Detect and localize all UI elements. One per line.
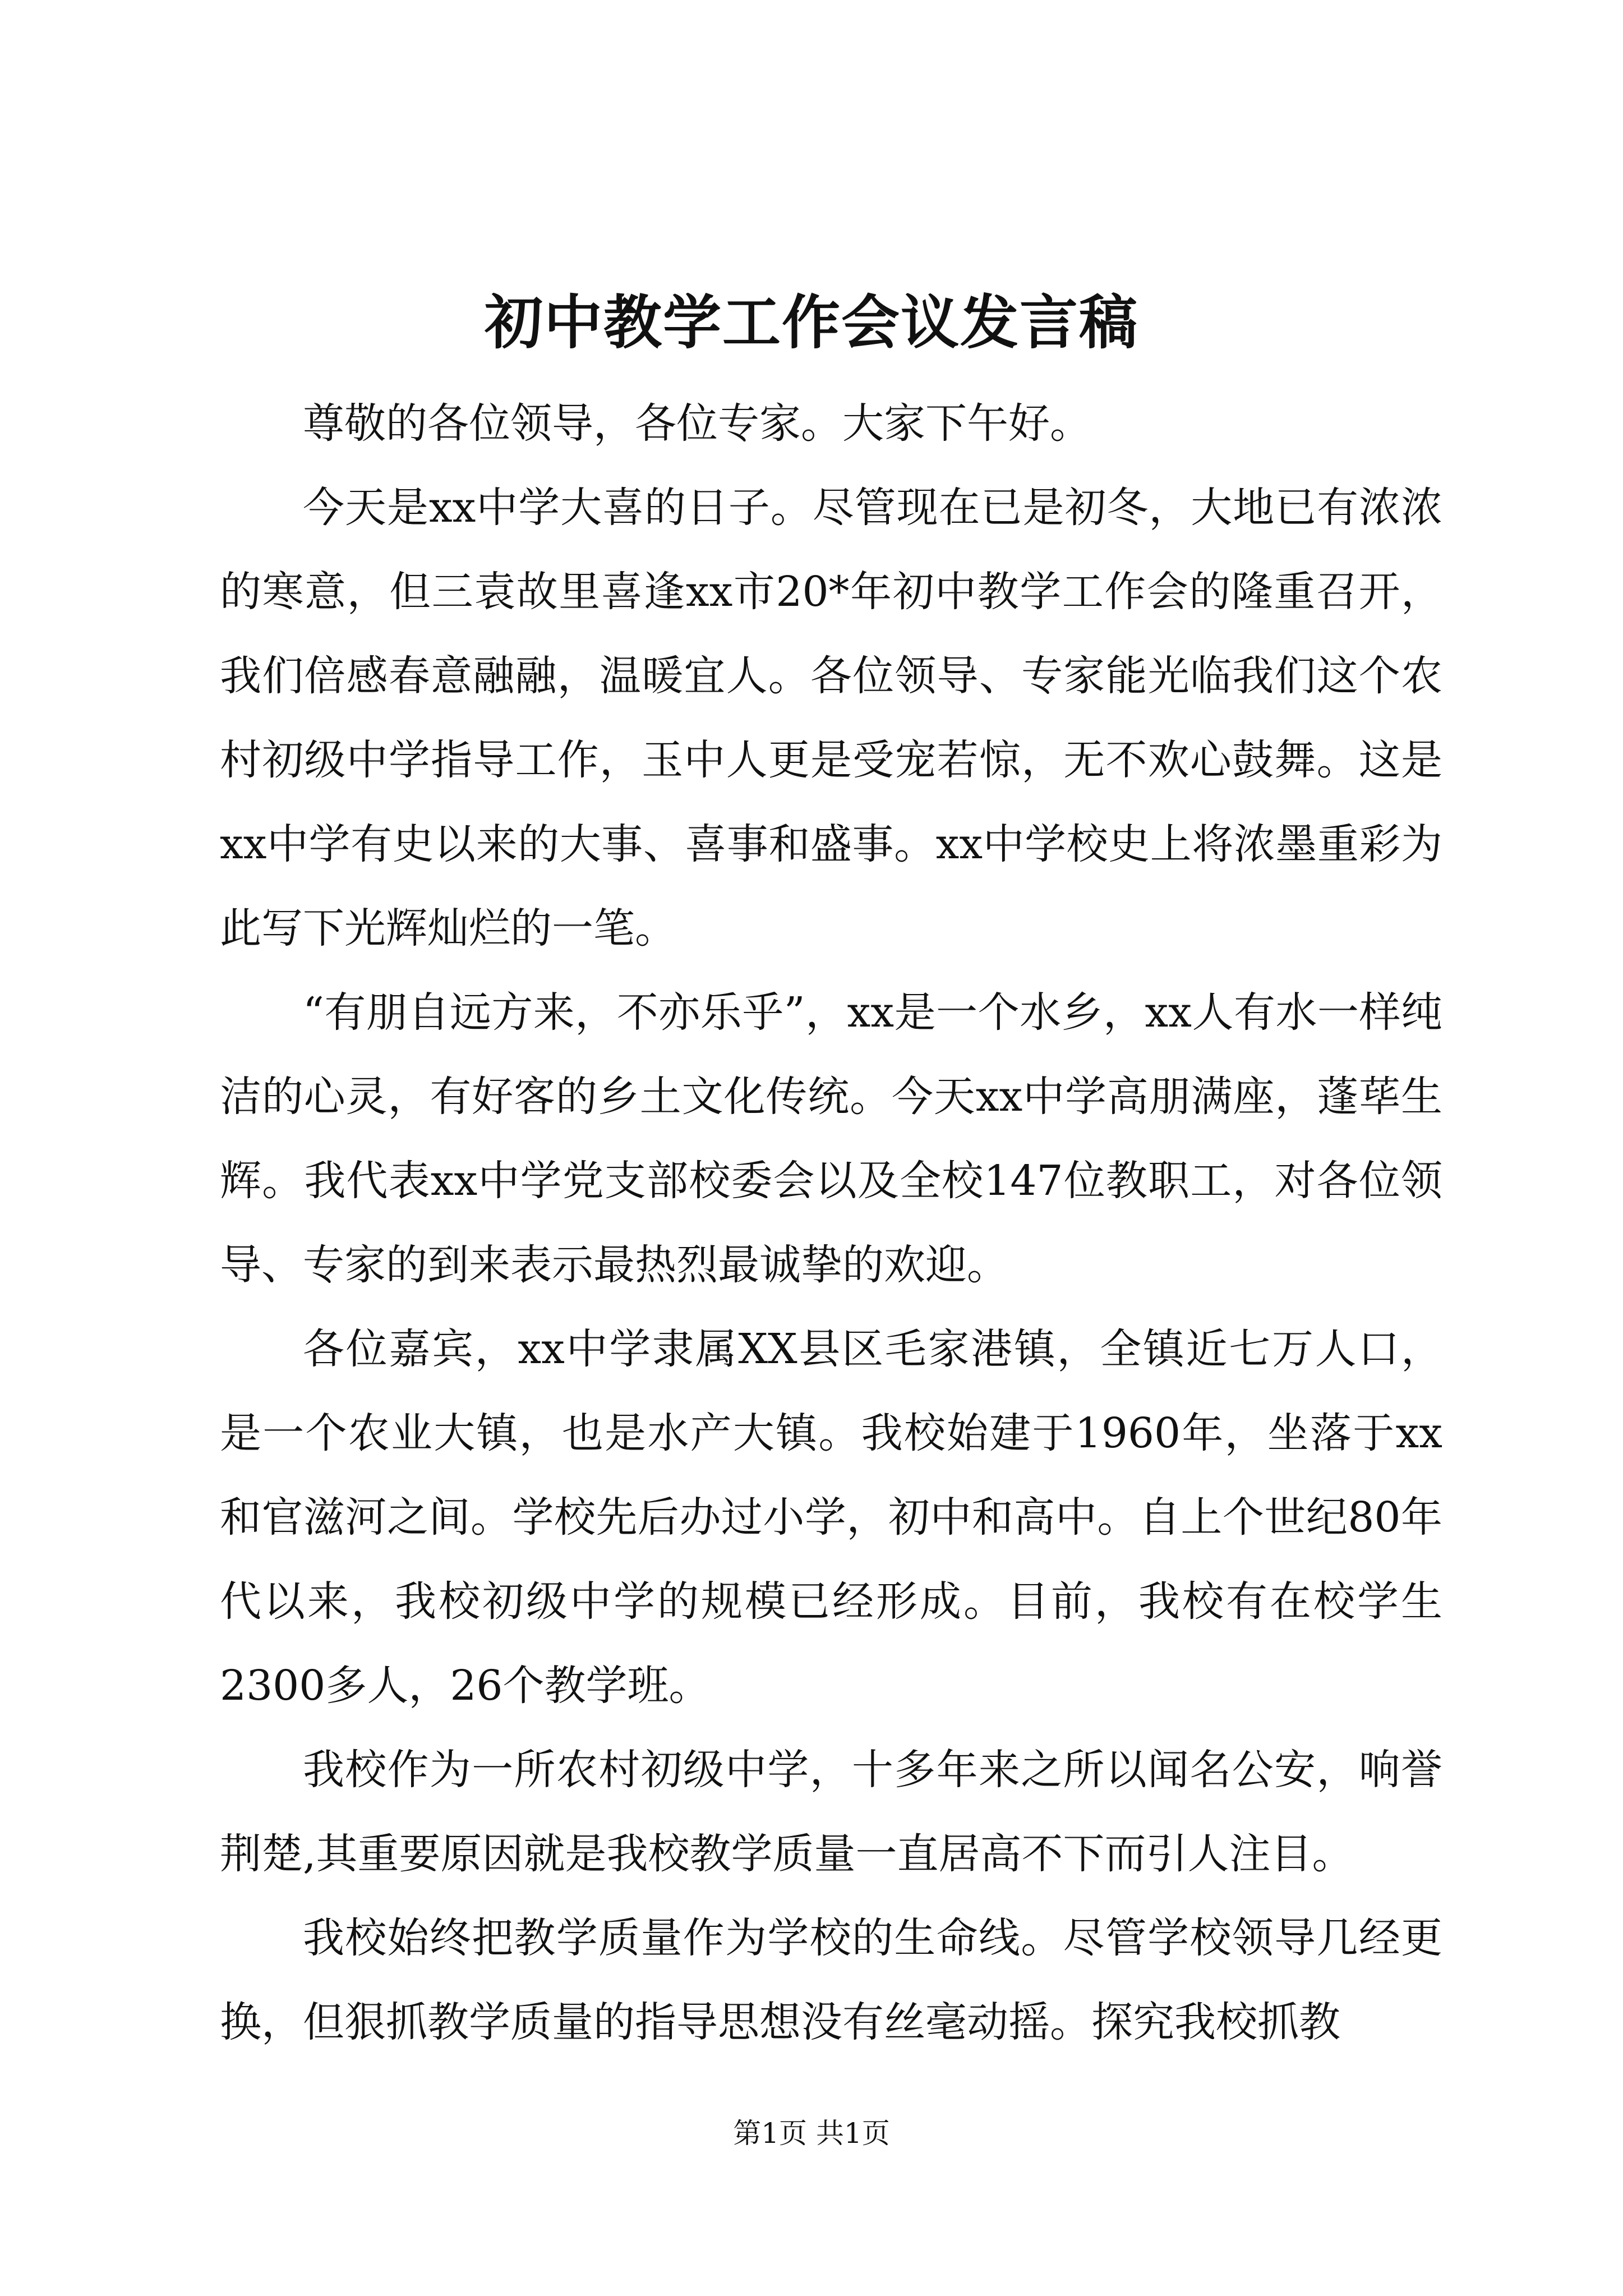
paragraph-opening: 今天是xx中学大喜的日子。尽管现在已是初冬，大地已有浓浓的寒意，但三袁故里喜逢xx市20*年初中教学工作会的隆重召开，我们倍感春意融融，温暖宜人。各位领导、专家能光临我们这个农村初级中学指导工作，玉中人更是受宠若惊，无不欢心鼓舞。这是xx中学有史以来的大事、喜事和盛事。xx中学校史上将浓墨重彩为此写下光辉灿烂的一笔。 bbox=[220, 484, 1442, 953]
paragraph-school-intro: 各位嘉宾，xx中学隶属XX县区毛家港镇，全镇近七万人口，是一个农业大镇，也是水产大镇。我校始建于1960年，坐落于xx和官滋河之间。学校先后办过小学，初中和高中。自上个世纪80年代以来，我校初级中学的规模已经形成。目前，我校有在校学生2300多人，26个教学班。 bbox=[220, 1325, 1442, 1710]
document-body bbox=[220, 381, 1442, 2064]
paragraph-quality: 我校始终把教学质量作为学校的生命线。尽管学校领导几经更换，但狠抓教学质量的指导思想没有丝毫动摇。探究我校抓教 bbox=[220, 1914, 1442, 2046]
paragraph-welcome: “有朋自远方来，不亦乐乎”，xx是一个水乡，xx人有水一样纯洁的心灵，有好客的乡土文化传统。今天xx中学高朋满座，蓬荜生辉。我代表xx中学党支部校委会以及全校147位教职工，对各位领导、专家的到来表示最热烈最诚挚的欢迎。 bbox=[220, 988, 1442, 1289]
paragraph-greeting: 尊敬的各位领导，各位专家。大家下午好。 bbox=[303, 399, 1091, 448]
page-footer: 第1页 共1页 bbox=[733, 2117, 890, 2150]
paragraph-reputation: 我校作为一所农村初级中学，十多年来之所以闻名公安，响誉荆楚,其重要原因就是我校教学质量一直居高不下而引人注目。 bbox=[220, 1746, 1442, 1878]
document-title: 初中教学工作会议发言稿 bbox=[484, 288, 1138, 357]
